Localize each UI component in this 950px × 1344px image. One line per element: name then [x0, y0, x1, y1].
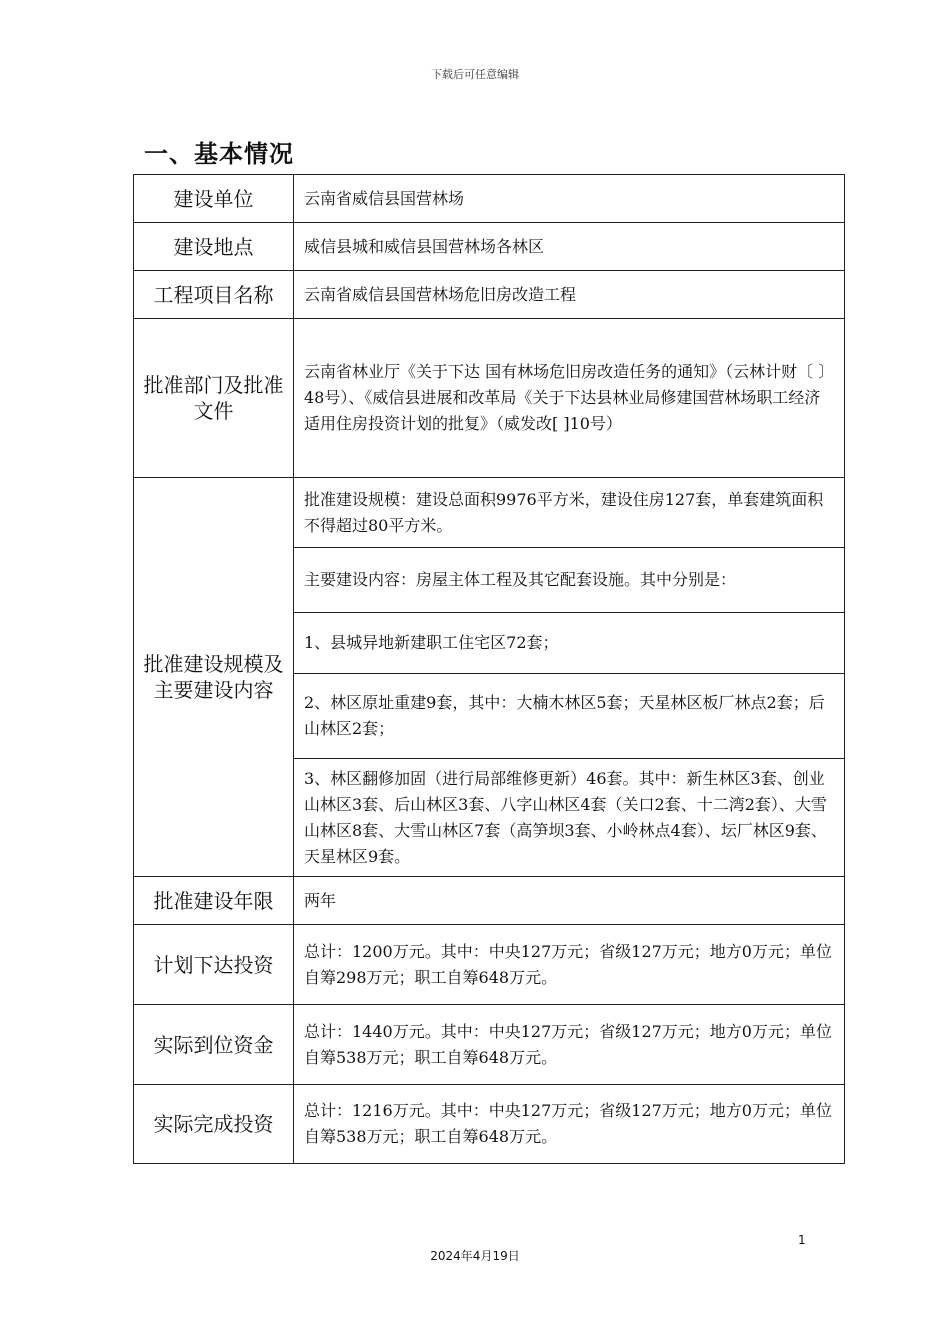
basic-info-table: [133, 174, 845, 1164]
row-value-unit: 云南省威信县国营林场: [294, 175, 845, 223]
scope-item: 3、林区翻修加固（进行局部维修更新）46套。其中：新生林区3套、创业山林区3套、后山林区3套、八字山林区4套（关口2套、十二湾2套）、大雪山林区8套、大雪山林区7套（高笋坝3套、小岭林点4套）、坛厂林区9套、天星林区9套。: [294, 759, 845, 877]
page-header: 下载后可任意编辑: [431, 68, 519, 81]
row-label-unit: 建设单位: [134, 175, 294, 223]
page-number: 1: [798, 1233, 806, 1247]
row-label-project-name: 工程项目名称: [134, 271, 294, 319]
row-label-planned: 计划下达投资: [134, 925, 294, 1005]
row-value-location: 威信县城和威信县国营林场各林区: [294, 223, 845, 271]
scope-item: 批准建设规模：建设总面积9976平方米，建设住房127套，单套建筑面积不得超过80平方米。: [294, 478, 845, 548]
table-row: [134, 1005, 845, 1085]
row-value-project-name: 云南省威信县国营林场危旧房改造工程: [294, 271, 845, 319]
row-label-approval: 批准部门及批准文件: [134, 319, 294, 478]
row-value-actual-invest: 总计：1216万元。其中：中央127万元；省级127万元；地方0万元；单位自筹538万元；职工自筹648万元。: [294, 1085, 845, 1164]
table-row: [134, 175, 845, 223]
row-value-actual-funds: 总计：1440万元。其中：中央127万元；省级127万元；地方0万元；单位自筹538万元；职工自筹648万元。: [294, 1005, 845, 1085]
row-value-period: 两年: [294, 877, 845, 925]
row-value-planned: 总计：1200万元。其中：中央127万元；省级127万元；地方0万元；单位自筹298万元；职工自筹648万元。: [294, 925, 845, 1005]
table-row: [134, 319, 845, 478]
table-row: [134, 877, 845, 925]
scope-item: 1、县城异地新建职工住宅区72套；: [294, 613, 845, 674]
row-label-actual-funds: 实际到位资金: [134, 1005, 294, 1085]
scope-item: 主要建设内容：房屋主体工程及其它配套设施。其中分别是：: [294, 548, 845, 613]
table-row: [134, 271, 845, 319]
table-row: [134, 478, 845, 548]
footer-date: 2024年4月19日: [430, 1249, 520, 1263]
table-row: [134, 1085, 845, 1164]
row-value-approval: 云南省林业厅《关于下达 国有林场危旧房改造任务的通知》（云林计财〔 〕48号）、《威信县进展和改革局《关于下达县林业局修建国营林场职工经济适用住房投资计划的批复》（威发改[ ]10号）: [294, 319, 845, 478]
row-label-actual-invest: 实际完成投资: [134, 1085, 294, 1164]
table-row: [134, 925, 845, 1005]
row-label-location: 建设地点: [134, 223, 294, 271]
scope-item: 2、林区原址重建9套，其中：大楠木林区5套；天星林区板厂林点2套；后山林区2套；: [294, 674, 845, 759]
row-label-period: 批准建设年限: [134, 877, 294, 925]
table-row: [134, 223, 845, 271]
row-label-scope: 批准建设规模及主要建设内容: [134, 478, 294, 877]
section-title: 一、基本情况: [144, 140, 294, 168]
